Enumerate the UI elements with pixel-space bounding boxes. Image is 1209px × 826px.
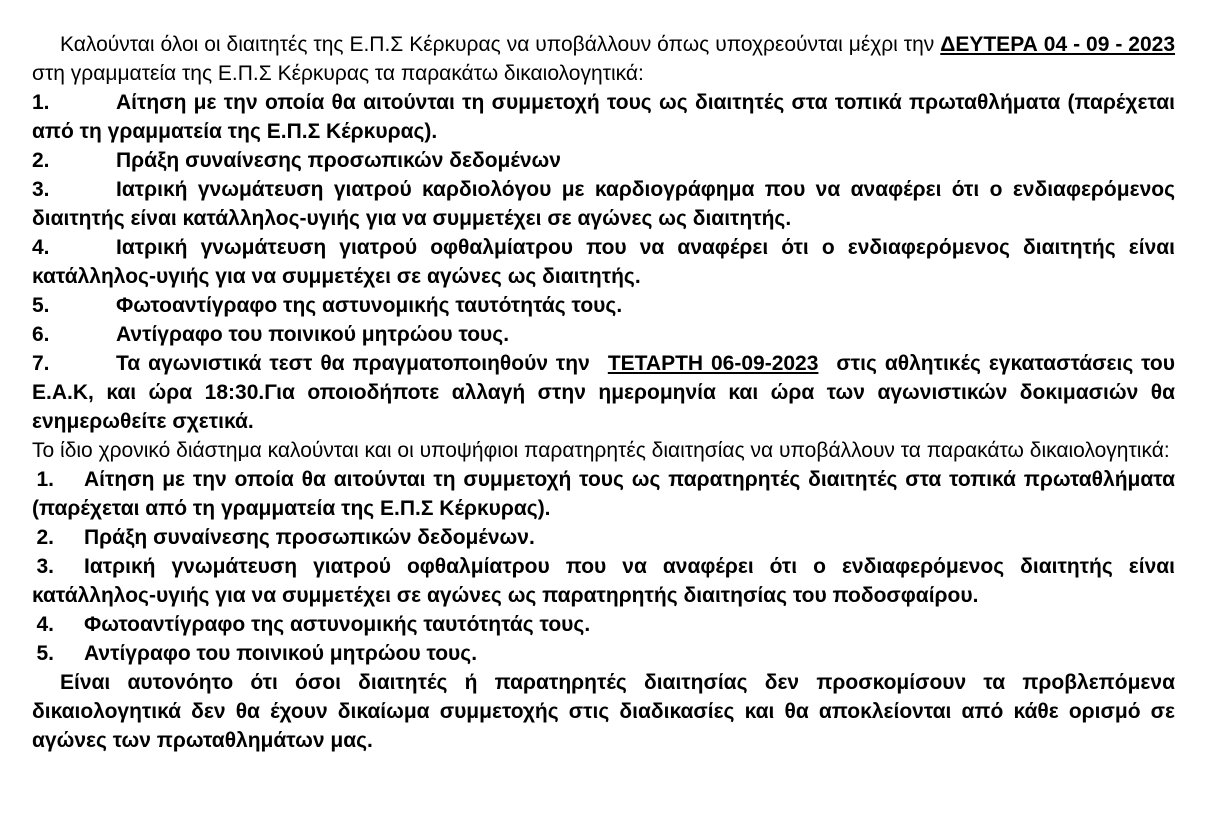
item-text: Αντίγραφο του ποινικού μητρώου τους. bbox=[84, 642, 478, 665]
observer-item-2 bbox=[32, 523, 1175, 552]
referee-item-5 bbox=[32, 291, 1175, 320]
item-number: 2. bbox=[36, 526, 54, 549]
item-number: 4. bbox=[32, 236, 50, 259]
item-number: 3. bbox=[36, 555, 54, 578]
item-text: Αντίγραφο του ποινικού μητρώου τους. bbox=[116, 323, 510, 346]
referee-requirements-list bbox=[32, 88, 1175, 436]
item-number: 6. bbox=[32, 323, 50, 346]
referee-item-6 bbox=[32, 320, 1175, 349]
item-text: Ιατρική γνωμάτευση γιατρού οφθαλμίατρου που να αναφέρει ότι ο ενδιαφερόμενος διαιτητής είναι κατάλληλος-υγιής για να συμμετέχει σε αγώνες ως παρατηρητής διαιτησίας του ποδοσφαίρου. bbox=[32, 555, 1175, 607]
item-number: 7. bbox=[32, 352, 50, 375]
item-number: 5. bbox=[36, 642, 54, 665]
referee-item-1 bbox=[32, 88, 1175, 146]
intro-paragraph bbox=[32, 30, 1175, 88]
referee-item-2 bbox=[32, 146, 1175, 175]
observer-item-3 bbox=[32, 552, 1175, 610]
test-date: ΤΕΤΑΡΤΗ 06-09-2023 bbox=[607, 352, 819, 375]
item-number: 5. bbox=[32, 294, 50, 317]
observer-item-1 bbox=[32, 465, 1175, 523]
item-text: Φωτοαντίγραφο της αστυνομικής ταυτότητάς τους. bbox=[84, 613, 591, 636]
item-number: 1. bbox=[36, 468, 54, 491]
closing-paragraph: Είναι αυτονόητο ότι όσοι διαιτητές ή παρατηρητές διαιτησίας δεν προσκομίσουν τα προβλεπόμενα δικαιολογητικά δεν θα έχουν δικαίωμα συμμετοχής στις διαδικασίες και θα αποκλείονται από κάθε ορισμό σε αγώνες των πρωταθλημάτων μας. bbox=[32, 671, 1175, 752]
item-text: Αίτηση με την οποία θα αιτούνται τη συμμετοχή τους ως διαιτητές στα τοπικά πρωταθλήματα (παρέχεται από τη γραμματεία της Ε.Π.Σ Κέρκυρας). bbox=[32, 91, 1175, 143]
observer-item-5 bbox=[32, 639, 1175, 668]
item-text: Πράξη συναίνεσης προσωπικών δεδομένων bbox=[116, 149, 561, 172]
intro-line2-rest: στη γραμματεία της Ε.Π.Σ Κέρκυρας τα παρακάτω δικαιολογητικά: bbox=[32, 62, 644, 85]
item-text: Αίτηση με την οποία θα αιτούνται τη συμμετοχή τους ως παρατηρητές διαιτητές στα τοπικά πρωταθλήματα (παρέχεται από τη γραμματεία της Ε.Π.Σ Κέρκυρας). bbox=[32, 468, 1175, 520]
item-text: Ιατρική γνωμάτευση γιατρού καρδιολόγου με καρδιογράφημα που να αναφέρει ότι ο ενδιαφερόμενος διαιτητής είναι κατάλληλος-υγιής για να συμμετέχει σε αγώνες ως διαιτητής. bbox=[32, 178, 1175, 230]
observer-item-4 bbox=[32, 610, 1175, 639]
item-number: 4. bbox=[36, 613, 54, 636]
deadline-date: ΔΕΥΤΕΡΑ 04 - 09 - 2023 bbox=[940, 33, 1175, 56]
item-text: Ιατρική γνωμάτευση γιατρού οφθαλμίατρου που να αναφέρει ότι ο ενδιαφερόμενος διαιτητής είναι κατάλληλος-υγιής για να συμμετέχει σε αγώνες ως διαιτητής. bbox=[32, 236, 1175, 288]
item7-after: στις αθλητικές εγκαταστάσεις του Ε.Α.Κ, και ώρα 18:30.Για οποιοδήποτε αλλαγή στην ημερομηνία και ώρα των αγωνιστικών δοκιμασιών θα ενημερωθείτε σχετικά. bbox=[32, 352, 1175, 433]
referee-item-7 bbox=[32, 349, 1175, 436]
observer-requirements-list bbox=[32, 465, 1175, 668]
referee-item-3 bbox=[32, 175, 1175, 233]
referee-item-4 bbox=[32, 233, 1175, 291]
item-number: 1. bbox=[32, 91, 50, 114]
item-text: Φωτοαντίγραφο της αστυνομικής ταυτότητάς τους. bbox=[116, 294, 623, 317]
item-text: Πράξη συναίνεσης προσωπικών δεδομένων. bbox=[84, 526, 535, 549]
item7-before: Τα αγωνιστικά τεστ θα πραγματοποιηθούν την bbox=[116, 352, 590, 375]
item-number: 3. bbox=[32, 178, 50, 201]
intro-line1: Καλούνται όλοι οι διαιτητές της Ε.Π.Σ Κέρκυρας να υποβάλλουν όπως υποχρεούνται μέχρι την bbox=[60, 33, 935, 56]
observers-intro: Το ίδιο χρονικό διάστημα καλούνται και οι υποψήφιοι παρατηρητές διαιτησίας να υποβάλλουν τα παρακάτω δικαιολογητικά: bbox=[32, 439, 1170, 462]
item-number: 2. bbox=[32, 149, 50, 172]
